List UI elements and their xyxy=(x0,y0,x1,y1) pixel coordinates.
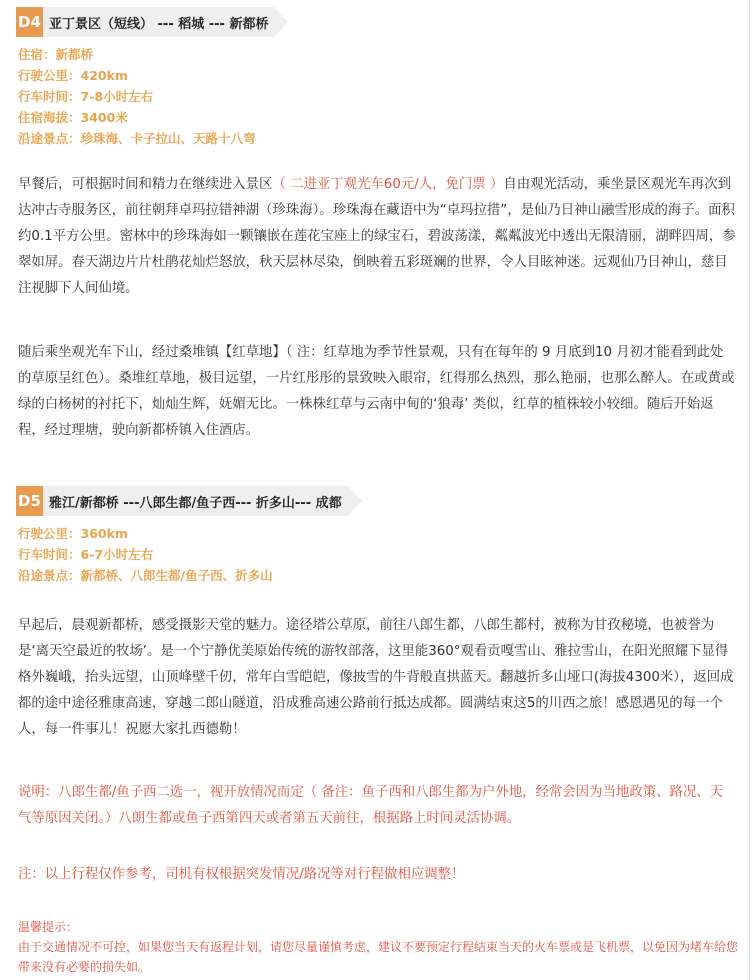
day-4-sights: 沿途景点：珍珠海、卡子拉山、天路十八弯 xyxy=(18,131,256,146)
day-4-p1-text-b: 自由观光活动，乘坐景区观光车再次到达冲古寺服务区，前往朝拜卓玛拉错神湖（珍珠海）。珍珠海在藏语中为“卓玛拉措”，是仙乃日神山融雪形成的海子。面积约0.1平方公里。密林中的珍珠海如一颗镶嵌在莲花宝座上的绿宝石，碧波荡漾，粼粼波光中透出无限清丽，湖畔四周，参翠如屏。春天湖边片片杜鹃花灿烂怒放，秋天层林尽染，倒映着五彩斑斓的世界，令人目眩神迷。远观仙乃日神山，慈目注视脚下人间仙境。 xyxy=(18,177,736,296)
day-4-distance: 行驶公里：420km xyxy=(18,68,128,83)
day-5-paragraph-1: 早起后，晨观新都桥，感受摄影天堂的魅力。途径塔公草原，前往八郎生都，八郎生都村，被称为甘孜秘境，也被誉为是‘离天空最近的牧场’。是一个宁静优美原始传统的游牧部落，这里能360°观看贡嘎雪山、雅拉雪山，在阳光照耀下显得格外巍峨，抬头远望，山顶峰壁千仞，常年白雪皑皑，像披雪的牛背般直拱蓝天。翻越折多山垭口(海拔4300米），返回成都的途中途径雅康高速，穿越二郎山隧道，沿成雅高速公路前行抵达成都。圆满结束这5的川西之旅！感恩遇见的每一个人，每一件事儿！祝愿大家扎西德勒！ xyxy=(18,618,734,737)
day-5-sights: 沿途景点：新都桥、八郎生都/鱼子西、折多山 xyxy=(18,568,273,583)
day-4-lodging: 住宿：新都桥 xyxy=(18,47,94,62)
page-right-border xyxy=(749,0,750,980)
day-4-p1-highlight: （ 二进亚丁观光车60元/人，免门票 ） xyxy=(272,177,504,192)
day-5-note: 说明：八郎生都/鱼子西二选一，视开放情况而定（ 备注：鱼子西和八郎生都为户外地，经常会因为当地政策、路况、天气等原因关闭。）八朗生都或鱼子西第四天或者第五天前往，根据路上时间灵活协调。 xyxy=(18,785,724,826)
day-4-altitude: 住宿海拔：3400米 xyxy=(18,110,128,125)
day-5-distance: 行驶公里：360km xyxy=(18,526,128,541)
day-4-info xyxy=(18,44,256,149)
warm-tips-title: 温馨提示： xyxy=(18,920,79,934)
day-5-title: 雅江/新都桥 ---八郎生都/鱼子西--- 折多山--- 成都 xyxy=(43,486,348,516)
itinerary-notice: 注：以上行程仅作参考，司机有权根据突发情况/路况等对行程做相应调整！ xyxy=(18,867,465,882)
warm-tips xyxy=(18,917,740,977)
day-5-badge: D5 xyxy=(16,486,43,516)
day-5-drive-time: 行车时间：6-7小时左右 xyxy=(18,547,154,562)
day-4-badge: D4 xyxy=(16,7,43,37)
day-5-header xyxy=(16,486,362,516)
day-4-paragraph-2: 随后乘坐观光车下山，经过桑堆镇【红草地】（ 注：红草地为季节性景观，只有在每年的 9 月底到10 月初才能看到此处的草原呈红色）。桑堆红草地，极目远望，一片红彤彤的景致映入眼帘，红得那么热烈，那么艳丽，也那么醉人。在或黄或绿的白杨树的衬托下，灿灿生辉，妩媚无比。一株株红草与云南中甸的‘狼毒’ 类似，红草的植株较小较细。随后开始返程，经过理塘，驶向新都桥镇入住酒店。 xyxy=(18,345,735,438)
day-4-drive-time: 行车时间：7-8小时左右 xyxy=(18,89,154,104)
day-4-header xyxy=(16,7,288,37)
day-4-p1-text-a: 早餐后，可根据时间和精力在继续进入景区 xyxy=(18,177,273,192)
day-5-info xyxy=(18,523,273,586)
warm-tips-text: 由于交通情况不可控，如果您当天有返程计划，请您尽量谨慎考虑，建议不要预定行程结束当天的火车票或是飞机票，以免因为堵车给您带来没有必要的损失如。 xyxy=(18,940,739,974)
day-4-paragraph-1 xyxy=(18,172,736,302)
day-4-title-arrow xyxy=(274,7,288,37)
day-4-title: 亚丁景区（短线） --- 稻城 --- 新都桥 xyxy=(43,7,274,37)
day-5-title-arrow xyxy=(348,486,362,516)
